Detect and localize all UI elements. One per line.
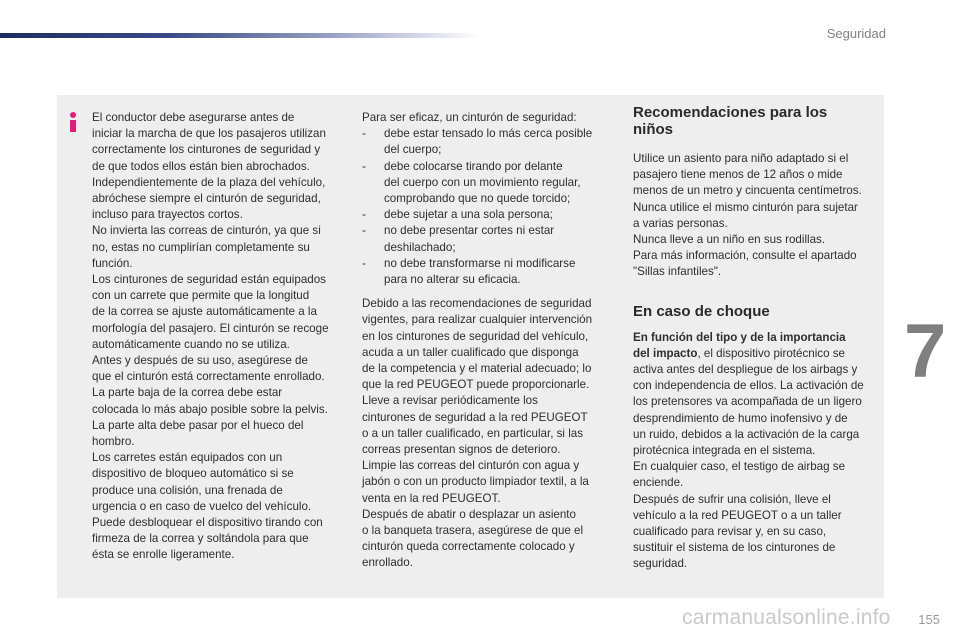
text-line: Nunca lleve a un niño en sus rodillas. bbox=[633, 233, 826, 247]
text-line: en los cinturones de seguridad del vehículo, bbox=[362, 329, 589, 343]
list-item bbox=[362, 256, 612, 288]
text-line: Después de abatir o desplazar un asiento bbox=[362, 507, 576, 521]
text-line: a varias personas. bbox=[633, 216, 728, 230]
text-line: o a un taller cualificado, en particular, si las bbox=[362, 426, 584, 440]
text-line: venta en la red PEUGEOT. bbox=[362, 491, 501, 505]
list-item-line: deshilachado; bbox=[384, 240, 456, 254]
text-line: El conductor debe asegurarse antes de bbox=[92, 111, 295, 124]
section-title: Seguridad bbox=[826, 26, 886, 41]
text-line: La parte alta debe pasar por el hueco del bbox=[92, 418, 304, 432]
text-line: hombro. bbox=[92, 435, 135, 449]
text-line: automáticamente cuando no se utiliza. bbox=[92, 337, 290, 351]
list-item-line: debe estar tensado lo más cerca posible bbox=[384, 127, 593, 141]
text-line: cinturón queda correctamente colocado y bbox=[362, 540, 575, 554]
text-line: Los carretes están equipados con un bbox=[92, 451, 283, 465]
text-line: Lleve a revisar periódicamente los bbox=[362, 394, 538, 408]
text-line: iniciar la marcha de que los pasajeros utilizan bbox=[92, 127, 326, 141]
list-dash: - bbox=[362, 208, 366, 222]
text-line: o la banqueta trasera, asegúrese de que el bbox=[362, 524, 584, 538]
text-line: colocada lo más abajo posible sobre la pelvis. bbox=[92, 402, 328, 416]
info-column bbox=[92, 110, 348, 564]
text-line: urgencia o en caso de vuelco del vehículo. bbox=[92, 499, 312, 513]
list-dash: - bbox=[362, 159, 366, 173]
text-line: Debido a las recomendaciones de seguridad bbox=[362, 297, 592, 311]
text-line: con independencia de ellos. La activación de bbox=[633, 379, 864, 393]
text-line: No invierta las correas de cinturón, ya que si bbox=[92, 224, 321, 238]
list-item bbox=[362, 223, 612, 255]
text-line: función. bbox=[92, 256, 133, 270]
text-line: Para más información, consulte el apartado bbox=[633, 249, 857, 263]
bold-lead: En función del tipo y de la importancia bbox=[633, 330, 846, 344]
text-line: de la competencia y el material adecuado; lo bbox=[362, 362, 592, 376]
text-line: Los cinturones de seguridad están equipados bbox=[92, 273, 326, 287]
text-line: sustituir el sistema de los cinturones de bbox=[633, 541, 836, 555]
text-line: vehículo a la red PEUGEOT o a un taller bbox=[633, 508, 842, 522]
lead-line bbox=[633, 346, 881, 362]
text-line: desprendimiento de humo inofensivo y de bbox=[633, 411, 848, 425]
text-line: Después de sufrir una colisión, lleve el bbox=[633, 492, 831, 506]
text-line: enciende. bbox=[633, 476, 684, 490]
children-crash-column bbox=[633, 104, 881, 573]
text-line: acuda a un taller cualificado que disponga bbox=[362, 345, 579, 359]
text-line: no, estas no cumplirían completamente su bbox=[92, 240, 310, 254]
list-item-line: no debe presentar cortes ni estar bbox=[384, 224, 555, 238]
list-item bbox=[362, 207, 612, 223]
text-line: cualificado para revisar y, en su caso, bbox=[633, 525, 827, 539]
text-line: seguridad. bbox=[633, 557, 688, 571]
requirements-list bbox=[362, 126, 612, 288]
page-number: 155 bbox=[918, 612, 940, 627]
text-line: activa antes del despliegue de los airbags y bbox=[633, 363, 858, 377]
info-icon-dot bbox=[70, 112, 76, 118]
text-line: Independientemente de la plaza del vehículo, bbox=[92, 175, 326, 189]
header-bar bbox=[0, 33, 480, 38]
text-line: que la red PEUGEOT puede proporcionarle. bbox=[362, 378, 590, 392]
text-line: incluso para trayectos cortos. bbox=[92, 208, 243, 222]
list-item-line: para no alterar su eficacia. bbox=[384, 273, 521, 287]
text-line: abróchese siempre el cinturón de seguridad, bbox=[92, 192, 321, 206]
list-item-line: comprobando que no quede torcido; bbox=[384, 192, 571, 206]
list-item bbox=[362, 159, 612, 208]
text-line: dispositivo de bloqueo automático si se bbox=[92, 467, 294, 481]
info-icon-stem bbox=[70, 120, 76, 132]
text-line: Utilice un asiento para niño adaptado si el bbox=[633, 152, 849, 165]
text-line: enrollado. bbox=[362, 556, 413, 570]
text-line: pirotécnica integrada en el sistema. bbox=[633, 444, 816, 458]
heading-choque: En caso de choque bbox=[633, 302, 770, 320]
text-line: pasajero tiene menos de 12 años o mide bbox=[633, 168, 843, 182]
text-line: correctamente los cinturones de seguridad y bbox=[92, 143, 321, 157]
text-line: produce una colisión, una frenada de bbox=[92, 483, 283, 497]
list-dash: - bbox=[362, 256, 366, 270]
text-line: un ruido, debidos a la activación de la carga bbox=[633, 427, 860, 441]
text-line: con un carrete que permite que la longitud bbox=[92, 289, 310, 303]
list-item bbox=[362, 126, 612, 158]
watermark: carmanualsonline.info bbox=[682, 606, 891, 629]
list-item-line: debe sujetar a una sola persona; bbox=[384, 208, 553, 222]
text-line: de que todos ellos están bien abrochados. bbox=[92, 159, 310, 173]
list-item-line: debe colocarse tirando por delante bbox=[384, 159, 563, 173]
text-line: cinturones de seguridad a la red PEUGEOT bbox=[362, 410, 588, 424]
text-line: vigentes, para realizar cualquier intervención bbox=[362, 313, 593, 327]
text-line: firmeza de la correa y soltándola para que bbox=[92, 532, 309, 546]
text-line: de la correa se ajuste automáticamente a la bbox=[92, 305, 317, 319]
list-dash: - bbox=[362, 224, 366, 238]
text-line: En cualquier caso, el testigo de airbag se bbox=[633, 460, 846, 474]
text-line: La parte baja de la correa debe estar bbox=[92, 386, 283, 400]
text-line: Puede desbloquear el dispositivo tirando con bbox=[92, 516, 323, 530]
list-item-line: no debe transformarse ni modificarse bbox=[384, 256, 576, 270]
info-icon bbox=[67, 112, 79, 132]
lead-rest: , el dispositivo pirotécnico se bbox=[697, 346, 846, 360]
text-line: jabón o con un producto limpiador textil, a la bbox=[362, 475, 589, 489]
list-item-line: del cuerpo; bbox=[384, 143, 442, 157]
text-line: menos de un metro y cincuenta centímetros. bbox=[633, 184, 862, 198]
list-dash: - bbox=[362, 127, 366, 141]
bold-lead-end: del impacto bbox=[633, 346, 698, 360]
list-item-line: del cuerpo con un movimiento regular, bbox=[384, 175, 581, 189]
list-intro: Para ser eficaz, un cinturón de seguridad: bbox=[362, 111, 577, 124]
text-line: correas presentan signos de deterioro. bbox=[362, 443, 561, 457]
text-line: "Sillas infantiles". bbox=[633, 265, 722, 279]
text-line: Antes y después de su uso, asegúrese de bbox=[92, 354, 308, 368]
seatbelt-column bbox=[362, 110, 612, 572]
text-line: que el cinturón está correctamente enrollado. bbox=[92, 370, 325, 384]
chapter-number: 7 bbox=[904, 309, 947, 394]
text-line: Limpie las correas del cinturón con agua y bbox=[362, 459, 580, 473]
text-line: ésta se enrolle ligeramente. bbox=[92, 548, 235, 562]
heading-recomendaciones: Recomendaciones para los niños bbox=[633, 104, 828, 138]
text-line: los pretensores va acompañada de un ligero bbox=[633, 395, 862, 409]
text-line: Nunca utilice el mismo cinturón para sujetar bbox=[633, 200, 858, 214]
text-line: morfología del pasajero. El cinturón se recoge bbox=[92, 321, 329, 335]
